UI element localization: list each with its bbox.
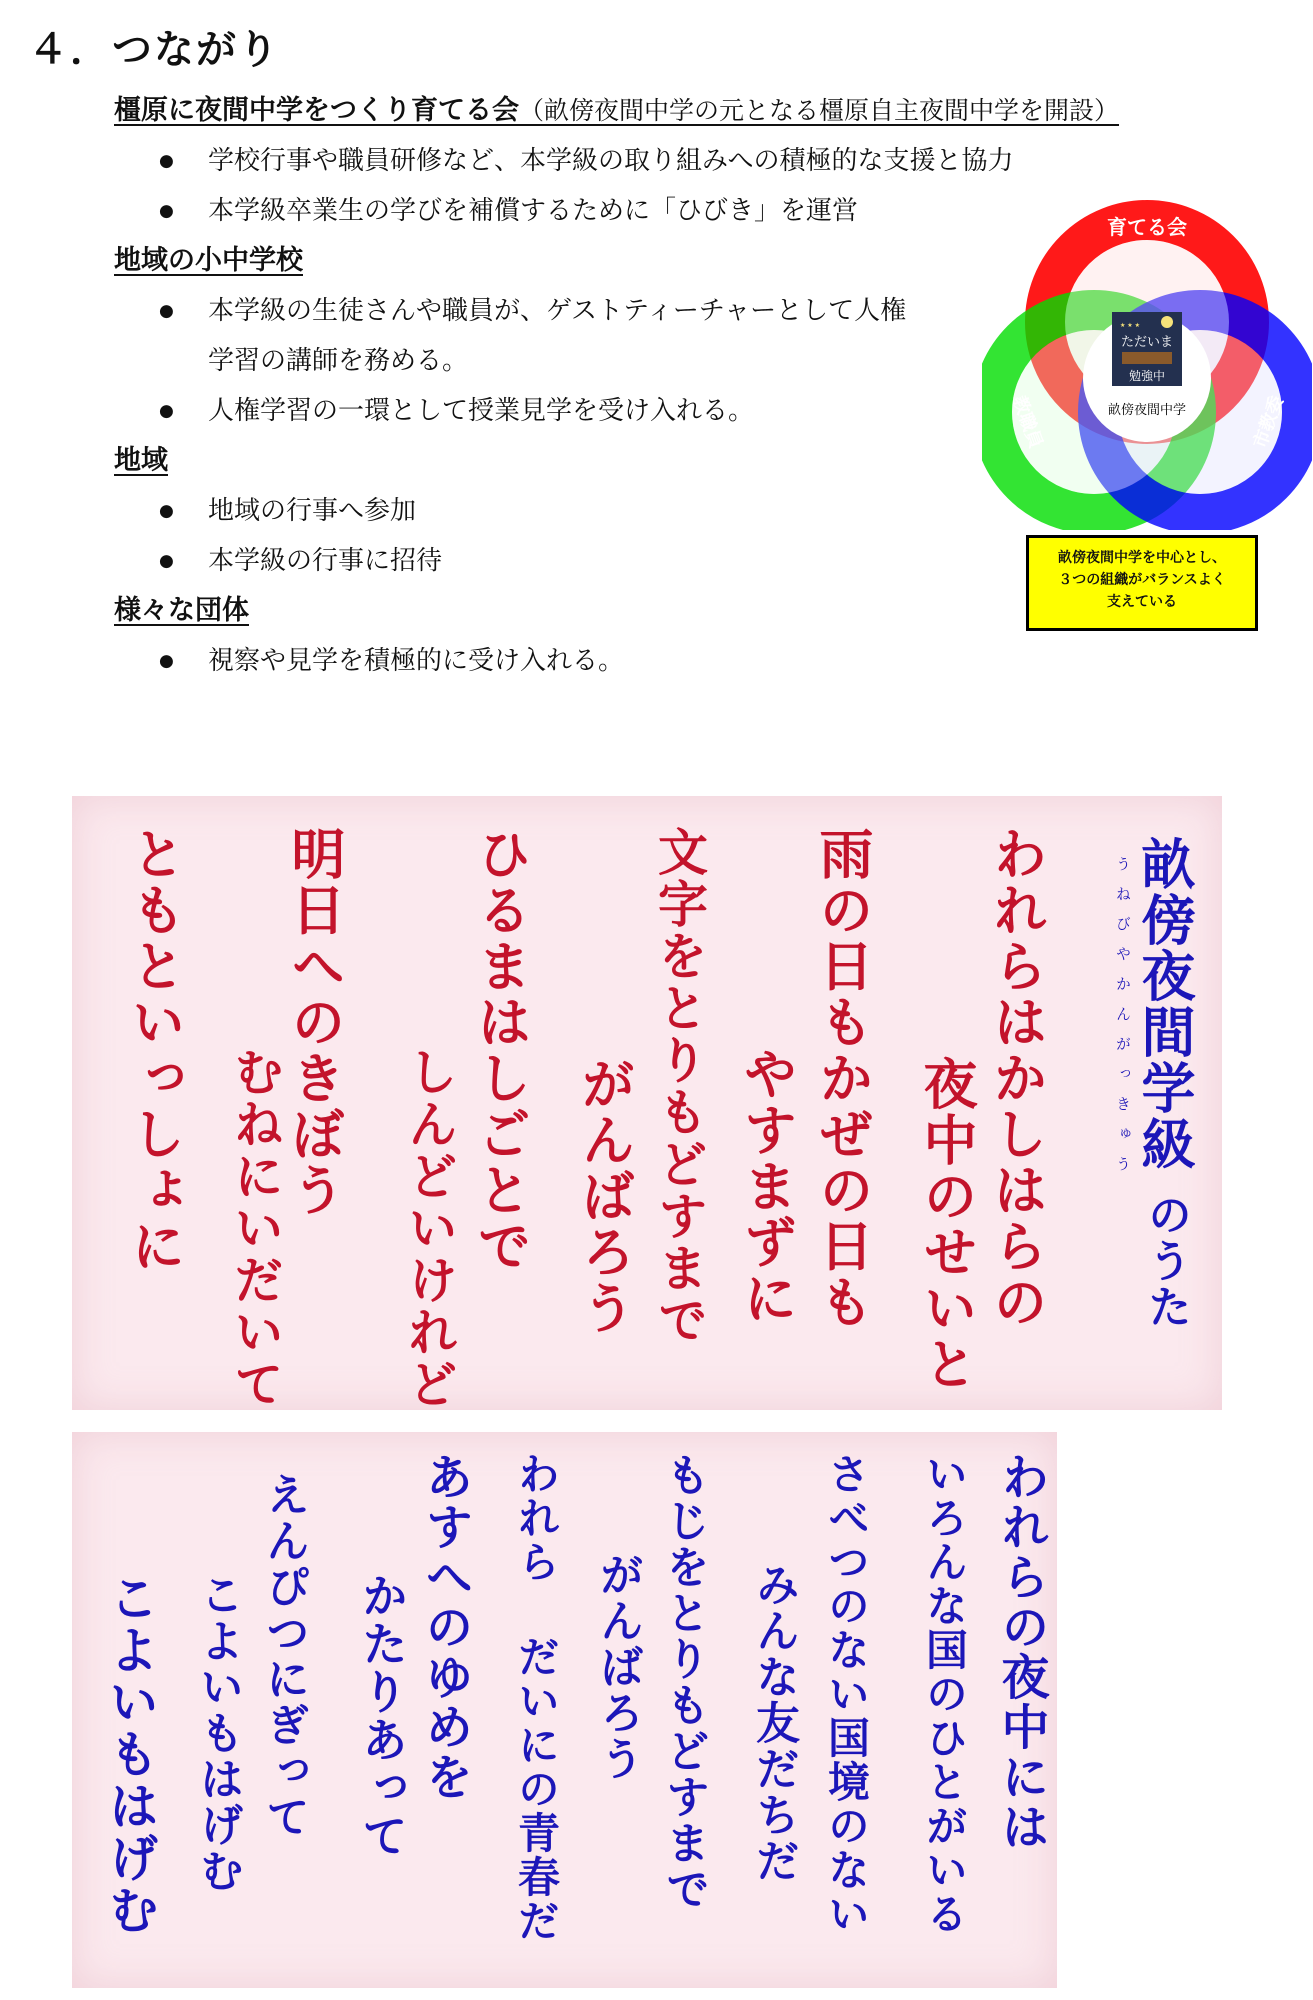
section-title: ４．つながり xyxy=(28,27,280,73)
song-line: われらはかしはらの xyxy=(985,826,1049,1330)
list-item: ● 人権学習の一環として授業見学を受け入れる。 xyxy=(114,386,1294,436)
song-line: みんな友だちだ xyxy=(748,1562,799,1884)
song-line: ともといっしょに xyxy=(123,826,187,1274)
poster-text-top: ただいま xyxy=(1120,335,1174,350)
group-heading-organizations: 様々な団体 xyxy=(114,595,249,626)
callout-line: ３つの組織がバランスよく xyxy=(1058,572,1226,588)
song-line: むねにいだいて xyxy=(226,1046,285,1410)
list-item: ● 学校行事や職員研修など、本学級の取り組みへの積極的な支援と協力 xyxy=(114,136,1294,186)
song-line: がんばろう xyxy=(592,1552,643,1782)
list-item: ● 視察や見学を積極的に受け入れる。 xyxy=(114,636,1294,686)
venn-diagram xyxy=(982,200,1312,530)
callout-line: 畝傍夜間中学を中心とし、 xyxy=(1058,550,1226,566)
group-heading-association: 橿原に夜間中学をつくり育てる会（畝傍夜間中学の元となる橿原自主夜間中学を開設） xyxy=(114,95,1120,126)
list-item: ● 本学級卒業生の学びを補償するために「ひびき」を運営 xyxy=(114,186,1294,236)
list-item: ● 地域の行事へ参加 xyxy=(114,486,1294,536)
song-line: がんばろう xyxy=(573,1056,637,1336)
song-line: 明日へのきぼう xyxy=(283,826,347,1218)
song-banner-blue xyxy=(72,1432,1057,1988)
svg-text:★ ★ ★: ★ ★ ★ xyxy=(1120,322,1140,329)
song-line: やすまずに xyxy=(735,1046,799,1326)
title-reading: うねびやかんがっきゅう xyxy=(1114,856,1132,1186)
group-note: （畝傍夜間中学の元となる橿原自主夜間中学を開設） xyxy=(519,96,1120,125)
song-banner-red xyxy=(72,796,1222,1410)
callout-line: 支えている xyxy=(1107,594,1177,610)
song-line: しんどいけれど xyxy=(400,1046,459,1410)
song-line: かたりあって xyxy=(355,1572,409,1860)
song-line: 文字をとりもどすまで xyxy=(650,826,709,1346)
organization-items xyxy=(114,636,1294,686)
callout-box xyxy=(1026,535,1258,631)
song-line: あすへのゆめを xyxy=(417,1452,473,1802)
list-item: ● 本学級の行事に招待 xyxy=(114,536,1294,586)
top-label: 育てる会 xyxy=(1107,215,1187,239)
left-label: 教職員 xyxy=(1008,393,1047,452)
song-line: こよいもはげむ xyxy=(192,1572,243,1894)
right-label: 市教委 xyxy=(1249,393,1288,452)
song-line: こよいもはげむ xyxy=(101,1572,160,1936)
banner-title: 畝傍夜間学級のうた xyxy=(1133,836,1197,1330)
song-line: 雨の日もかぜの日も xyxy=(811,826,875,1330)
list-item-continuation: 学習の講師を務める。 xyxy=(208,346,469,376)
list-item: ● 本学級の生徒さんや職員が、ゲストティーチャーとして人権 xyxy=(114,286,1294,336)
song-line: ひるまはしごとで xyxy=(469,826,533,1274)
poster-text-bottom: 勉強中 xyxy=(1128,369,1166,383)
song-line: われらの夜中には xyxy=(993,1452,1049,1852)
song-line: さべつのない国境のない xyxy=(822,1452,871,1936)
song-line: われら だいにの青春だ xyxy=(512,1452,561,1943)
song-line: もじをとりもどすまで xyxy=(658,1452,709,1912)
group-heading-community: 地域 xyxy=(114,445,168,476)
song-line: 夜中のせいと xyxy=(915,1056,979,1392)
song-line: いろんな国のひとがいる xyxy=(920,1452,969,1936)
song-line: えんぴつにぎって xyxy=(258,1472,309,1840)
group-heading-local-schools: 地域の小中学校 xyxy=(114,245,303,276)
center-label: 畝傍夜間中学 xyxy=(1107,403,1187,418)
